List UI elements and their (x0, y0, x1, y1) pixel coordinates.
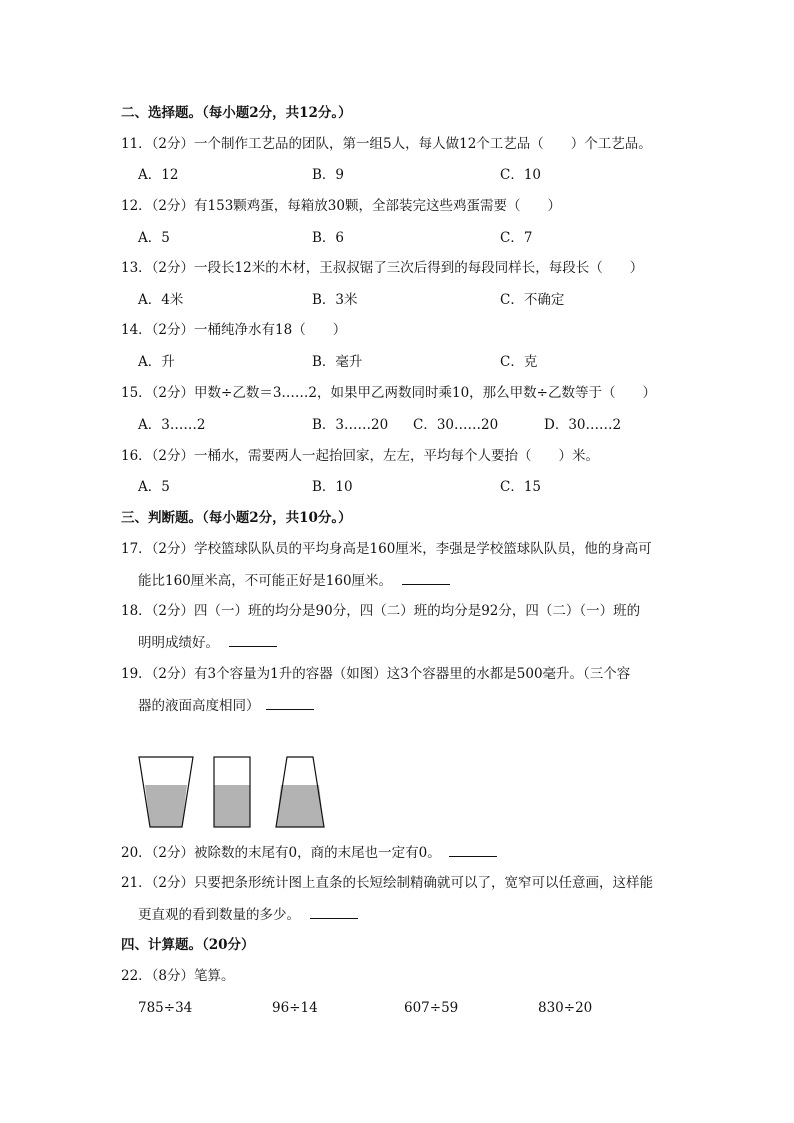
question-18-text: 明明成绩好。 (138, 635, 219, 651)
q12-option-a: A．5 (138, 230, 170, 246)
water-fill (214, 785, 250, 827)
q13-option-a: A．4米 (138, 292, 184, 308)
question-21-line2 (138, 904, 358, 925)
q16-option-a: A．5 (138, 479, 170, 495)
q12-option-c: C．7 (500, 230, 533, 246)
answer-blank[interactable] (402, 570, 450, 585)
question-12: 12．（2分）有153颗鸡蛋，每箱放30颗，全部装完这些鸡蛋需要（ ） (121, 198, 561, 214)
q14-option-c: C．克 (500, 354, 538, 370)
calc-item: 607÷59 (404, 1000, 459, 1016)
answer-blank[interactable] (310, 904, 358, 919)
question-21-line1: 21．（2分）只要把条形统计图上直条的长短绘制精确就可以了，宽窄可以任意画，这样能 (121, 875, 654, 891)
section-heading-judge: 三、判断题。（每小题2分，共10分。） (121, 510, 352, 526)
q11-option-a: A．12 (138, 167, 179, 183)
question-18-line1: 18．（2分）四（一）班的均分是90分，四（二）班的均分是92分，四（二）（一）班的 (121, 603, 641, 619)
answer-blank[interactable] (229, 632, 277, 647)
question-17-line1: 17．（2分）学校篮球队队员的平均身高是160厘米，李强是学校篮球队队员，他的身高可 (121, 541, 652, 557)
question-17-text: 能比160厘米高，不可能正好是160厘米。 (138, 573, 393, 589)
question-15: 15．（2分）甲数÷乙数＝3……2，如果甲乙两数同时乘10，那么甲数÷乙数等于（ ） (121, 385, 656, 401)
question-20 (121, 842, 497, 863)
question-13: 13．（2分）一段长12米的木材，王叔叔锯了三次后得到的每段同样长，每段长（ ） (121, 260, 644, 276)
calc-item: 830÷20 (538, 1000, 593, 1016)
answer-blank[interactable] (449, 842, 497, 857)
q13-option-b: B．3米 (312, 292, 358, 308)
water-fill (276, 785, 324, 827)
q15-option-a: A．3……2 (138, 417, 206, 433)
q12-option-b: B．6 (312, 230, 345, 246)
calc-item: 785÷34 (138, 1000, 193, 1016)
answer-blank[interactable] (266, 695, 314, 710)
water-fill (145, 785, 187, 827)
section-heading-calc: 四、计算题。（20分） (121, 937, 255, 953)
q15-option-c: C．30……20 (413, 417, 499, 433)
q13-option-c: C．不确定 (500, 292, 565, 308)
question-16: 16．（2分）一桶水，需要两人一起抬回家，左左，平均每个人要抬（ ）米。 (121, 448, 600, 464)
q15-option-b: B．3……20 (312, 417, 389, 433)
container-tapered-up (276, 757, 324, 827)
calc-item: 96÷14 (272, 1000, 318, 1016)
question-19-text: 器的液面高度相同） (138, 698, 260, 714)
q11-option-c: C．10 (500, 167, 542, 183)
question-11: 11．（2分）一个制作工艺品的团队，第一组5人，每人做12个工艺品（ ）个工艺品。 (121, 136, 652, 152)
q14-option-a: A．升 (138, 354, 175, 370)
containers-figure (130, 752, 330, 832)
container-cylinder (214, 757, 250, 827)
q14-option-b: B．毫升 (312, 354, 363, 370)
question-22: 22．（8分）笔算。 (121, 968, 235, 984)
q16-option-b: B．10 (312, 479, 353, 495)
q16-option-c: C．15 (500, 479, 542, 495)
question-20-text: 20．（2分）被除数的末尾有0，商的末尾也一定有0。 (121, 845, 441, 861)
question-17-line2 (138, 570, 450, 591)
container-tapered-down (139, 757, 193, 827)
q11-option-b: B．9 (312, 167, 345, 183)
question-21-text: 更直观的看到数量的多少。 (138, 907, 300, 923)
question-19-line1: 19．（2分）有3个容量为1升的容器（如图）这3个容器里的水都是500毫升。（三个容 (121, 666, 631, 682)
section-heading-choice: 二、选择题。（每小题2分，共12分。） (121, 105, 352, 121)
question-18-line2 (138, 632, 277, 653)
question-14: 14．（2分）一桶纯净水有18（ ） (121, 322, 347, 338)
question-19-line2 (138, 695, 314, 716)
q15-option-d: D．30……2 (544, 417, 622, 433)
